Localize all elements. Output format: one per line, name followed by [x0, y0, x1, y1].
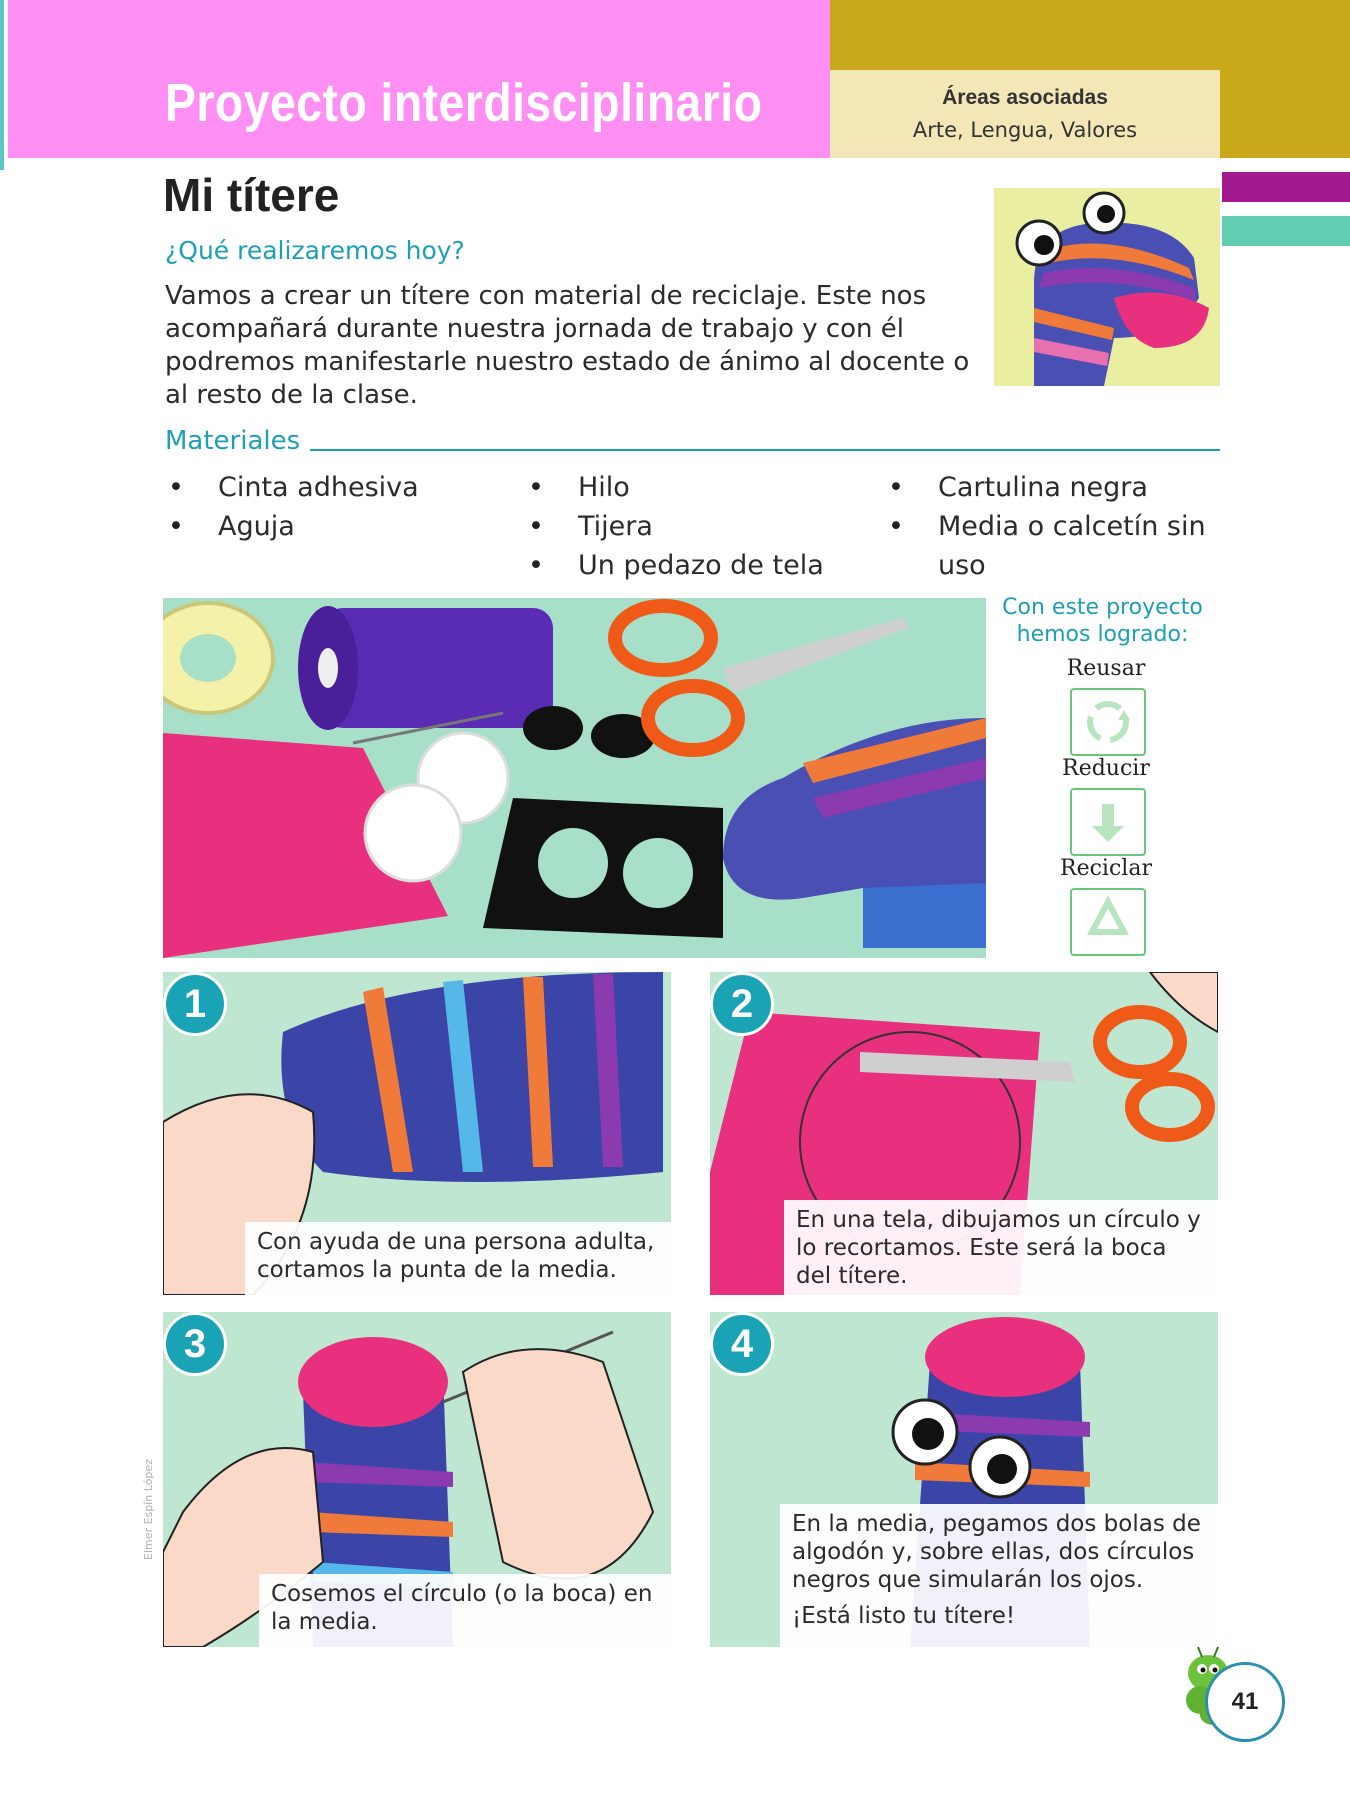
illustrator-credit: Elmer Espín López — [142, 1459, 155, 1560]
puppet-illustration — [994, 188, 1220, 386]
intro-paragraph: Vamos a crear un títere con material de reciclaje. Este nos acompañará durante nuestra jornada de trabajo y con él podremos manifestarle nuestro estado de ánimo al docente o al resto de la clase. — [165, 281, 970, 410]
decor-bar-teal — [1222, 216, 1350, 246]
step-3-panel — [163, 1312, 671, 1647]
step-number-badge: 3 — [163, 1312, 227, 1376]
step-4-panel — [710, 1312, 1218, 1647]
achievements-heading: Con este proyecto hemos logrado: — [1002, 595, 1203, 647]
step-2-panel — [710, 972, 1218, 1295]
materials-list-3 — [888, 468, 1208, 585]
areas-value: Arte, Lengua, Valores — [912, 118, 1138, 142]
material-item: • Hilo — [528, 468, 848, 507]
materials-list-2 — [528, 468, 848, 585]
header-title: Proyecto interdisciplinario — [165, 73, 763, 133]
step-caption: En una tela, dibujamos un círculo y lo recortamos. Este será la boca del títere. — [784, 1200, 1218, 1295]
page-number: 41 — [1205, 1662, 1285, 1742]
areas-heading: Áreas asociadas — [942, 86, 1108, 109]
step-number-badge: 4 — [710, 1312, 774, 1376]
material-item: • Media o calcetín sin uso — [888, 507, 1208, 585]
reduce-arrow-icon — [1070, 788, 1146, 856]
achievement-label-reducir: Reducir — [1062, 756, 1150, 781]
step-number-badge: 1 — [163, 972, 227, 1036]
materials-list-1 — [168, 468, 488, 546]
materials-illustration — [163, 598, 986, 958]
page-title: Mi títere — [163, 169, 340, 221]
section-subtitle: ¿Qué realizaremos hoy? — [165, 236, 465, 265]
reuse-arrows-icon — [1070, 688, 1146, 756]
step-1-panel — [163, 972, 671, 1295]
recycle-icon — [1070, 888, 1146, 956]
material-item: • Tijera — [528, 507, 848, 546]
step-caption: En la media, pegamos dos bolas de algodón y, sobre ellas, dos círculos negros que simularán los ojos. — [792, 1511, 1201, 1593]
materials-heading: Materiales — [165, 426, 301, 456]
step-number-badge: 2 — [710, 972, 774, 1036]
achievement-label-reusar: Reusar — [1066, 656, 1146, 681]
material-item: • Un pedazo de tela — [528, 546, 848, 585]
step-caption: Con ayuda de una persona adulta, cortamos la punta de la media. — [245, 1222, 671, 1295]
material-item: • Aguja — [168, 507, 488, 546]
side-accent-line — [0, 0, 4, 170]
areas-box — [830, 70, 1220, 158]
step-caption-extra: ¡Está listo tu títere! — [792, 1603, 1016, 1629]
materials-divider — [310, 449, 1220, 451]
step-caption: Cosemos el círculo (o la boca) en la media. — [259, 1574, 671, 1647]
decor-bar-magenta — [1222, 172, 1350, 202]
material-item: • Cartulina negra — [888, 468, 1208, 507]
material-item: • Cinta adhesiva — [168, 468, 488, 507]
achievement-label-reciclar: Reciclar — [1060, 856, 1152, 881]
step-caption-box — [780, 1504, 1218, 1647]
